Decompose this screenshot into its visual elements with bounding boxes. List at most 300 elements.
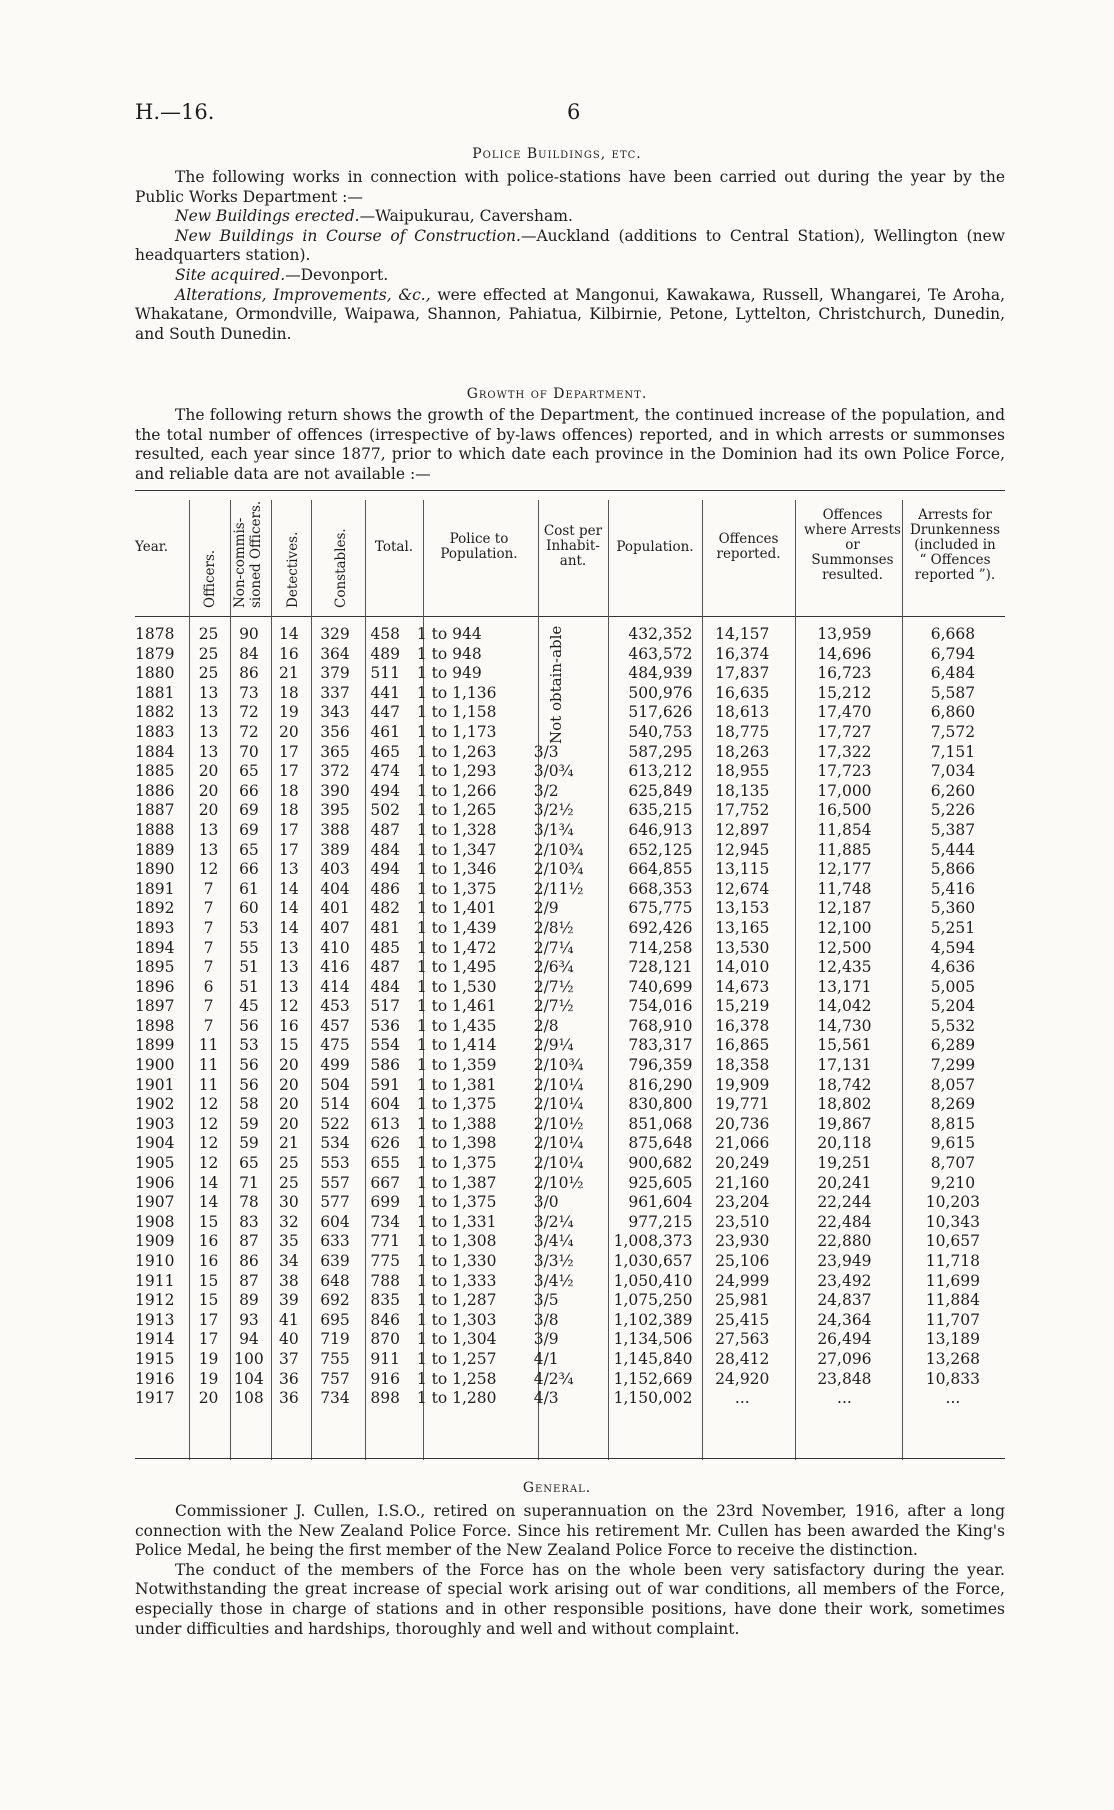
cell-police-to-population: 1 to 1,461: [416, 997, 497, 1016]
cell-detectives: 40: [278, 1330, 299, 1349]
cell-drunkenness-arrests: 5,532: [930, 1016, 976, 1035]
cell-arrests-or-summonses: 16,723: [817, 664, 872, 683]
cell-drunkenness-arrests: 7,299: [930, 1056, 976, 1075]
cell-year: 1910: [135, 1252, 175, 1270]
section-heading-general: General.: [522, 1480, 592, 1496]
cell-police-to-population: 1 to 1,375: [416, 879, 497, 898]
cell-officers: 7: [203, 1016, 214, 1035]
cell-constables: 639: [320, 1252, 350, 1270]
table-row: [135, 1311, 1005, 1331]
cell-drunkenness-arrests: 6,860: [930, 703, 976, 722]
cell-detectives: 21: [278, 664, 299, 683]
growth-table-body: [135, 625, 1005, 1409]
cell-constables: 648: [320, 1271, 350, 1290]
cell-arrests-or-summonses: 24,837: [817, 1291, 872, 1310]
cell-police-to-population: 1 to 1,328: [416, 820, 497, 839]
cell-cost-per-inhabitant: 3/3: [533, 742, 559, 761]
table-row: [135, 1076, 1005, 1096]
cell-officers: 16: [198, 1232, 219, 1251]
cell-detectives: 16: [278, 1016, 299, 1035]
cell-police-to-population: 1 to 1,304: [416, 1330, 497, 1349]
not-obtainable-note: Not obtain-able: [547, 625, 565, 744]
cell-offences-reported: 23,510: [715, 1212, 770, 1231]
cell-drunkenness-arrests: 6,668: [930, 625, 976, 643]
cell-drunkenness-arrests: 4,594: [930, 938, 976, 957]
cell-cost-per-inhabitant: 2/10¾: [533, 840, 584, 859]
col-cost-line2: Inhabit-: [546, 538, 600, 554]
cell-population: 484,939: [628, 664, 693, 683]
cell-drunkenness-arrests: 13,268: [925, 1349, 981, 1368]
col-police-population-line1: Police to: [449, 531, 509, 547]
cell-constables: 390: [320, 781, 350, 800]
cell-total: 484: [370, 840, 400, 859]
cell-offences-reported: 12,674: [715, 879, 770, 898]
cell-population: 728,121: [628, 958, 693, 977]
cell-cost-per-inhabitant: [526, 625, 603, 645]
cell-arrests-or-summonses: 16,500: [817, 801, 872, 820]
cell-police-to-population: 1 to 1,136: [416, 683, 497, 702]
table-row: [135, 821, 1005, 841]
cell-nco: 69: [239, 820, 259, 839]
cell-constables: 504: [320, 1075, 350, 1094]
col-police-population-line2: Population.: [440, 546, 518, 562]
cell-offences-reported: 25,106: [715, 1252, 770, 1270]
cell-drunkenness-arrests: 7,572: [930, 722, 976, 741]
cell-cost-per-inhabitant: 2/9: [533, 899, 559, 918]
table-row: [135, 939, 1005, 959]
cell-nco: 108: [234, 1389, 264, 1408]
cell-drunkenness-arrests: 11,884: [925, 1291, 981, 1310]
cell-detectives: 20: [278, 1056, 299, 1075]
cell-detectives: 17: [278, 762, 299, 781]
cell-cost-per-inhabitant: [526, 645, 603, 665]
table-row: [135, 1350, 1005, 1370]
cell-drunkenness-arrests: 9,210: [930, 1173, 976, 1192]
cell-officers: 13: [198, 703, 219, 722]
cell-constables: 757: [320, 1369, 350, 1388]
cell-arrests-or-summonses: 13,959: [817, 625, 872, 643]
col-total: Total.: [374, 539, 414, 555]
cell-constables: 475: [320, 1036, 350, 1055]
cell-cost-per-inhabitant: 3/2¼: [533, 1212, 574, 1231]
cell-police-to-population: 1 to 1,375: [416, 1095, 497, 1114]
table-row: [135, 860, 1005, 880]
cell-nco: 72: [239, 703, 259, 722]
cell-offences-reported: 19,909: [715, 1075, 770, 1094]
cell-arrests-or-summonses: 17,131: [817, 1056, 872, 1075]
cell-cost-per-inhabitant: 2/7¼: [533, 938, 574, 957]
cell-arrests-or-summonses: 20,118: [817, 1134, 872, 1153]
cell-drunkenness-arrests: 5,587: [930, 683, 976, 702]
cell-total: 487: [370, 958, 400, 977]
table-top-rule: [135, 490, 1005, 491]
cell-offences-reported: 17,837: [715, 664, 770, 683]
col-population: Population.: [616, 539, 694, 555]
col-arrests-line5: resulted.: [822, 567, 883, 583]
cell-officers: 6: [203, 977, 214, 996]
cell-detectives: 13: [278, 938, 299, 957]
col-cost-line3: ant.: [559, 553, 587, 569]
cell-detectives: 16: [278, 644, 299, 663]
cell-arrests-or-summonses: ...: [837, 1389, 852, 1408]
cell-arrests-or-summonses: 12,100: [817, 918, 872, 937]
cell-cost-per-inhabitant: 3/4½: [533, 1271, 574, 1290]
cell-officers: 25: [198, 644, 219, 663]
cell-nco: 84: [239, 644, 259, 663]
cell-year: 1909: [135, 1232, 175, 1251]
cell-police-to-population: 1 to 1,265: [416, 801, 497, 820]
cell-officers: 13: [198, 820, 219, 839]
cell-population: 830,800: [628, 1095, 693, 1114]
cell-arrests-or-summonses: 15,212: [817, 683, 872, 702]
cell-arrests-or-summonses: 17,000: [817, 781, 872, 800]
general-paragraph-1: Commissioner J. Cullen, I.S.O., retired on superannuation on the 23rd November, 1916, after a long connection with the New Zealand Police Force. Since his retirement Mr. Cullen has been awarded the King's Police Medal, he being the first member of the New Zealand Police Force to receive the distinction.: [135, 1502, 1005, 1560]
cell-detectives: 35: [278, 1232, 299, 1251]
cell-detectives: 36: [278, 1369, 299, 1388]
cell-population: 783,317: [628, 1036, 693, 1055]
cell-population: 587,295: [628, 742, 693, 761]
table-row: [135, 782, 1005, 802]
cell-offences-reported: 21,066: [715, 1134, 770, 1153]
cell-cost-per-inhabitant: 2/10¼: [533, 1134, 584, 1153]
cell-police-to-population: 1 to 1,266: [416, 781, 497, 800]
cell-cost-per-inhabitant: 3/1¾: [533, 820, 574, 839]
cell-year: 1894: [135, 938, 175, 957]
cell-detectives: 13: [278, 860, 299, 879]
cell-police-to-population: 1 to 1,330: [416, 1252, 497, 1270]
cell-total: 613: [370, 1114, 400, 1133]
cell-officers: 19: [198, 1369, 219, 1388]
cell-total: 447: [370, 703, 400, 722]
cell-offences-reported: 25,415: [715, 1310, 770, 1329]
cell-year: 1899: [135, 1036, 175, 1055]
cell-population: 635,215: [628, 801, 693, 820]
cell-drunkenness-arrests: 5,416: [930, 879, 976, 898]
cell-constables: 356: [320, 722, 350, 741]
cell-population: 463,572: [628, 644, 693, 663]
table-row: [135, 1232, 1005, 1252]
cell-officers: 12: [198, 1154, 219, 1173]
cell-officers: 12: [198, 1114, 219, 1133]
table-row: [135, 899, 1005, 919]
cell-detectives: 20: [278, 722, 299, 741]
cell-offences-reported: 18,358: [715, 1056, 770, 1075]
cell-arrests-or-summonses: 24,364: [817, 1310, 872, 1329]
cell-arrests-or-summonses: 12,435: [817, 958, 872, 977]
cell-officers: 25: [198, 625, 219, 643]
cell-population: 875,648: [628, 1134, 693, 1153]
site-acquired-label: Site acquired.: [175, 265, 286, 284]
cell-police-to-population: 1 to 1,263: [416, 742, 497, 761]
growth-table: [135, 625, 1005, 1409]
cell-drunkenness-arrests: 8,707: [930, 1154, 976, 1173]
cell-nco: 89: [239, 1291, 259, 1310]
cell-year: 1916: [135, 1369, 175, 1388]
cell-total: 517: [370, 997, 400, 1016]
police-buildings-section: [135, 168, 1005, 344]
cell-police-to-population: 1 to 1,414: [416, 1036, 497, 1055]
cell-offences-reported: 16,865: [715, 1036, 770, 1055]
col-arrests-line2: where Arrests: [804, 522, 901, 538]
cell-offences-reported: 13,153: [715, 899, 770, 918]
table-row: [135, 1095, 1005, 1115]
cell-arrests-or-summonses: 14,042: [817, 997, 872, 1016]
cell-drunkenness-arrests: 8,815: [930, 1114, 976, 1133]
cell-offences-reported: 19,771: [715, 1095, 770, 1114]
cell-drunkenness-arrests: 8,057: [930, 1075, 976, 1094]
cell-cost-per-inhabitant: 2/10¼: [533, 1075, 584, 1094]
col-drunk-line3: (included in: [914, 537, 996, 553]
cell-detectives: 25: [278, 1154, 299, 1173]
cell-officers: 13: [198, 742, 219, 761]
cell-officers: 17: [198, 1310, 219, 1329]
cell-officers: 11: [198, 1056, 219, 1075]
cell-total: 474: [370, 762, 400, 781]
cell-total: 461: [370, 722, 400, 741]
cell-offences-reported: 18,135: [715, 781, 770, 800]
cell-population: 1,050,410: [613, 1271, 693, 1290]
cell-total: 898: [370, 1389, 400, 1408]
cell-cost-per-inhabitant: 3/5: [533, 1291, 559, 1310]
cell-arrests-or-summonses: 11,854: [817, 820, 872, 839]
cell-police-to-population: 1 to 1,173: [416, 722, 497, 741]
cell-total: 494: [370, 860, 400, 879]
cell-detectives: 21: [278, 1134, 299, 1153]
growth-intro: [135, 406, 1005, 484]
cell-year: 1906: [135, 1173, 175, 1192]
cell-total: 911: [370, 1349, 400, 1368]
cell-cost-per-inhabitant: 4/2¾: [533, 1369, 574, 1388]
cell-offences-reported: 16,374: [715, 644, 770, 663]
table-row: [135, 1017, 1005, 1037]
cell-year: 1905: [135, 1154, 175, 1173]
cell-constables: 453: [320, 997, 350, 1016]
col-arrests-summonses: [795, 508, 910, 583]
cell-total: 604: [370, 1095, 400, 1114]
cell-nco: 55: [239, 938, 259, 957]
cell-drunkenness-arrests: 10,203: [925, 1193, 981, 1212]
cell-offences-reported: 18,955: [715, 762, 770, 781]
new-buildings-label: New Buildings erected.: [175, 207, 360, 226]
cell-arrests-or-summonses: 13,171: [817, 977, 872, 996]
table-header-rule: [135, 616, 1005, 617]
cell-nco: 104: [234, 1369, 264, 1388]
cell-nco: 90: [239, 625, 259, 643]
cell-offences-reported: 14,157: [715, 625, 770, 643]
cell-police-to-population: 1 to 1,375: [416, 1154, 497, 1173]
cell-population: 675,775: [628, 899, 693, 918]
cell-drunkenness-arrests: 5,387: [930, 820, 976, 839]
table-row: [135, 1252, 1005, 1272]
cell-police-to-population: 1 to 1,158: [416, 703, 497, 722]
cell-officers: 7: [203, 918, 214, 937]
cell-total: 487: [370, 820, 400, 839]
cell-detectives: 13: [278, 958, 299, 977]
cell-officers: 20: [198, 801, 219, 820]
cell-offences-reported: 27,563: [715, 1330, 770, 1349]
cell-constables: 577: [320, 1193, 350, 1212]
cell-year: 1893: [135, 918, 175, 937]
cell-nco: 87: [239, 1232, 259, 1251]
cell-detectives: 20: [278, 1114, 299, 1133]
cell-drunkenness-arrests: ...: [945, 1389, 961, 1408]
cell-police-to-population: 1 to 1,359: [416, 1056, 497, 1075]
cell-police-to-population: 1 to 944: [416, 625, 482, 643]
cell-population: 977,215: [628, 1212, 693, 1231]
cell-cost-per-inhabitant: 2/8: [533, 1016, 559, 1035]
col-constables: Constables.: [333, 528, 349, 608]
cell-arrests-or-summonses: 12,187: [817, 899, 872, 918]
cell-cost-per-inhabitant: 2/9¼: [533, 1036, 574, 1055]
cell-nco: 59: [239, 1134, 259, 1153]
general-section: [135, 1502, 1005, 1639]
cell-constables: 755: [320, 1349, 350, 1368]
cell-cost-per-inhabitant: 2/11½: [533, 879, 584, 898]
cell-detectives: 32: [278, 1212, 299, 1231]
cell-officers: 7: [203, 938, 214, 957]
cell-arrests-or-summonses: 12,500: [817, 938, 872, 957]
cell-constables: 395: [320, 801, 350, 820]
cell-arrests-or-summonses: 12,177: [817, 860, 872, 879]
cell-arrests-or-summonses: 26,494: [817, 1330, 872, 1349]
cell-detectives: 17: [278, 742, 299, 761]
table-row: [135, 743, 1005, 763]
cell-arrests-or-summonses: 11,885: [817, 840, 872, 859]
cell-year: 1898: [135, 1016, 175, 1035]
cell-cost-per-inhabitant: 2/7½: [533, 997, 574, 1016]
cell-nco: 45: [239, 997, 259, 1016]
cell-constables: 692: [320, 1291, 350, 1310]
cell-constables: 499: [320, 1056, 350, 1075]
cell-detectives: 14: [278, 625, 299, 643]
cell-police-to-population: 1 to 1,287: [416, 1291, 497, 1310]
col-drunkenness: [902, 508, 1008, 583]
cell-police-to-population: 1 to 1,388: [416, 1114, 497, 1133]
cell-offences-reported: 18,775: [715, 722, 770, 741]
cell-detectives: 18: [278, 683, 299, 702]
cell-drunkenness-arrests: 11,699: [925, 1271, 981, 1290]
cell-cost-per-inhabitant: 2/6¾: [533, 958, 574, 977]
table-row: [135, 1389, 1005, 1409]
report-reference: H.—16.: [135, 100, 215, 124]
page-number: 6: [567, 100, 581, 124]
cell-cost-per-inhabitant: 3/3½: [533, 1252, 574, 1270]
cell-drunkenness-arrests: 6,260: [930, 781, 976, 800]
cell-constables: 633: [320, 1232, 350, 1251]
cell-arrests-or-summonses: 20,241: [817, 1173, 872, 1192]
cell-year: 1880: [135, 664, 175, 683]
cell-detectives: 34: [278, 1252, 299, 1270]
table-row: [135, 997, 1005, 1017]
col-detectives: Detectives.: [285, 531, 301, 608]
col-drunk-line2: Drunkenness: [909, 522, 1001, 538]
cell-police-to-population: 1 to 1,347: [416, 840, 497, 859]
cell-total: 511: [370, 664, 400, 683]
cell-drunkenness-arrests: 8,269: [930, 1095, 976, 1114]
table-row: [135, 880, 1005, 900]
cell-population: 900,682: [628, 1154, 693, 1173]
cell-offences-reported: 18,263: [715, 742, 770, 761]
cell-total: 667: [370, 1173, 400, 1192]
cell-total: 482: [370, 899, 400, 918]
cell-constables: 514: [320, 1095, 350, 1114]
cell-nco: 53: [239, 918, 259, 937]
cell-year: 1907: [135, 1193, 175, 1212]
cell-officers: 12: [198, 860, 219, 879]
col-officers: Officers.: [202, 549, 218, 608]
cell-constables: 407: [320, 918, 350, 937]
cell-drunkenness-arrests: 5,444: [930, 840, 976, 859]
cell-year: 1879: [135, 644, 175, 663]
cell-officers: 11: [198, 1075, 219, 1094]
cell-total: 465: [370, 742, 400, 761]
cell-total: 481: [370, 918, 400, 937]
cell-population: 625,849: [628, 781, 693, 800]
cell-cost-per-inhabitant: 2/8½: [533, 918, 574, 937]
cell-drunkenness-arrests: 7,034: [930, 762, 976, 781]
cell-arrests-or-summonses: 11,748: [817, 879, 872, 898]
cell-drunkenness-arrests: 7,151: [930, 742, 976, 761]
cell-population: 925,605: [628, 1173, 693, 1192]
cell-year: 1912: [135, 1291, 175, 1310]
cell-offences-reported: 17,752: [715, 801, 770, 820]
cell-nco: 93: [239, 1310, 259, 1329]
cell-population: 432,352: [628, 625, 693, 643]
cell-total: 591: [370, 1075, 400, 1094]
cell-arrests-or-summonses: 19,251: [817, 1154, 872, 1173]
cell-constables: 695: [320, 1310, 350, 1329]
cell-police-to-population: 1 to 1,293: [416, 762, 497, 781]
cell-cost-per-inhabitant: 4/1: [533, 1349, 559, 1368]
cell-offences-reported: 20,249: [715, 1154, 770, 1173]
cell-year: 1902: [135, 1095, 175, 1114]
cell-cost-per-inhabitant: 2/10½: [533, 1114, 584, 1133]
cell-year: 1913: [135, 1310, 175, 1329]
table-row: [135, 1272, 1005, 1292]
cell-year: 1895: [135, 958, 175, 977]
cell-detectives: 19: [278, 703, 299, 722]
table-row: [135, 958, 1005, 978]
cell-total: 458: [370, 625, 400, 643]
cell-drunkenness-arrests: 5,204: [930, 997, 976, 1016]
cell-population: 754,016: [628, 997, 693, 1016]
table-row: [135, 1193, 1005, 1213]
table-row: [135, 684, 1005, 704]
cell-offences-reported: 13,115: [715, 860, 770, 879]
cell-population: 1,145,840: [613, 1349, 693, 1368]
cell-police-to-population: 1 to 1,435: [416, 1016, 497, 1035]
cell-officers: 20: [198, 1389, 219, 1408]
cell-offences-reported: ...: [734, 1389, 750, 1408]
cell-drunkenness-arrests: 5,866: [930, 860, 976, 879]
cell-drunkenness-arrests: 6,794: [930, 644, 976, 663]
cell-nco: 71: [239, 1173, 259, 1192]
cell-year: 1885: [135, 762, 175, 781]
cell-nco: 72: [239, 722, 259, 741]
cell-offences-reported: 12,897: [715, 820, 770, 839]
cell-population: 768,910: [628, 1016, 693, 1035]
table-row: [135, 1330, 1005, 1350]
cell-arrests-or-summonses: 17,470: [817, 703, 872, 722]
table-row: [135, 1056, 1005, 1076]
cell-offences-reported: 23,930: [715, 1232, 770, 1251]
cell-constables: 372: [320, 762, 350, 781]
col-offences-reported: [702, 532, 795, 562]
cell-nco: 94: [239, 1330, 259, 1349]
cell-cost-per-inhabitant: [526, 723, 603, 743]
cell-year: 1887: [135, 801, 175, 820]
cell-detectives: 25: [278, 1173, 299, 1192]
